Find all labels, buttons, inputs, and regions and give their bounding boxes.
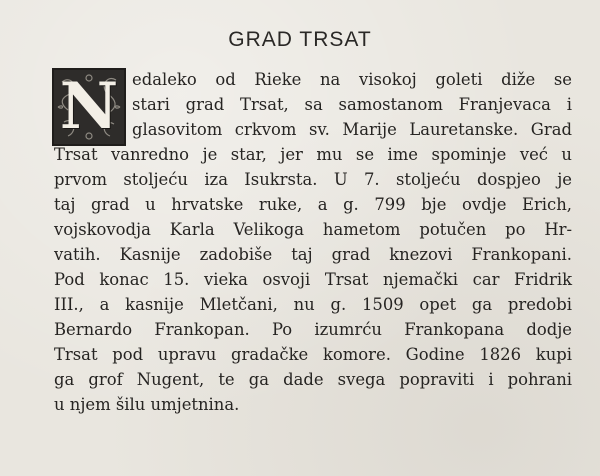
text-line: taj grad u hrvatske ruke, a g. 799 bje ovdje Erich, — [54, 195, 572, 214]
drop-cap-letter: N — [59, 69, 119, 144]
text-line: III., a kasnije Mletčani, nu g. 1509 opet ga predobi — [54, 295, 572, 314]
text-line: prvom stoljeću iza Isukrsta. U 7. stoljeću dospjeo je — [54, 170, 572, 189]
text-line: Trsat pod upravu gradačke komore. Godine 1826 kupi — [54, 345, 572, 364]
text-line: vojskovodja Karla Velikoga hametom potučen po Hr- — [54, 220, 572, 239]
text-line: stari grad Trsat, sa samostanom Franjevaca i — [132, 95, 572, 114]
page-title: GRAD TRSAT — [228, 28, 372, 51]
text-line: vatih. Kasnije zadobiše taj grad knezovi Frankopani. — [54, 245, 572, 264]
text-line: u njem šilu umjetnina. — [54, 395, 240, 414]
text-line: edaleko od Rieke na visokoj goleti diže se — [132, 70, 572, 89]
text-line: Bernardo Frankopan. Po izumrću Frankopana dodje — [54, 320, 572, 339]
text-line: glasovitom crkvom sv. Marije Lauretanske. Grad — [132, 120, 572, 139]
text-line: Trsat vanredno je star, jer mu se ime spominje već u — [54, 145, 572, 164]
text-line: ga grof Nugent, te ga dade svega popraviti i pohrani — [54, 370, 572, 389]
text-line: Pod konac 15. vieka osvoji Trsat njemački car Fridrik — [54, 270, 572, 289]
